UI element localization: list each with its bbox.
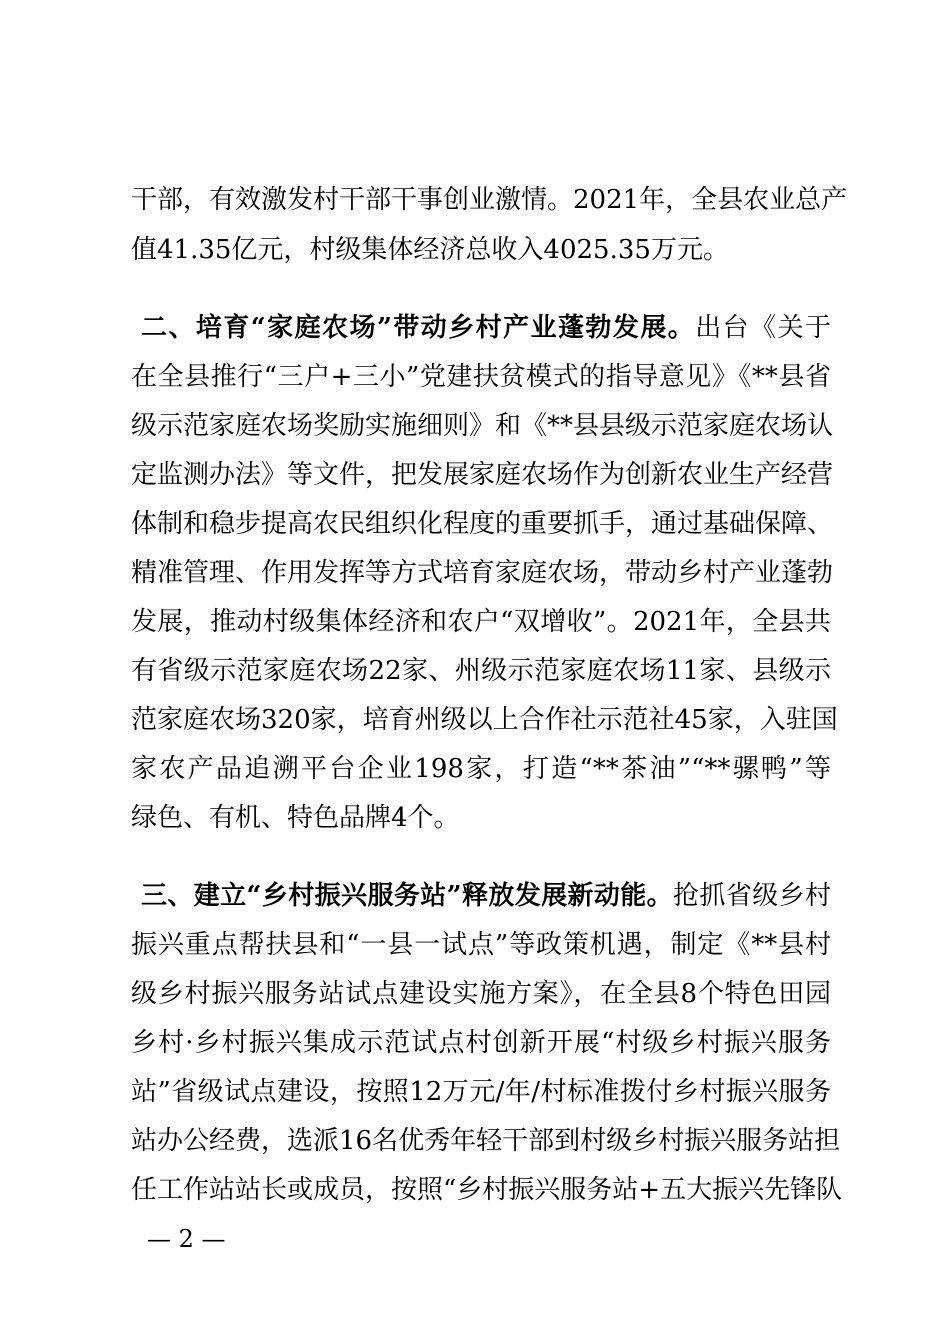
- section-heading-line: [131, 879, 831, 913]
- body-text-line: 振兴重点帮扶县和“一县一试点”等政策机遇，制定《**县村: [131, 930, 831, 960]
- body-text-line: 绿色、有机、特色品牌4个。: [131, 803, 460, 833]
- body-text-line: 精准管理、作用发挥等方式培育家庭农场，带动乡村产业蓬勃: [131, 558, 834, 588]
- section-heading: 二、培育“家庭农场”带动乡村产业蓬勃发展。: [141, 313, 696, 343]
- page-number: — 2 —: [147, 1225, 226, 1253]
- body-text-segment: 抢抓省级乡村: [673, 881, 831, 911]
- body-text-line: 任工作站站长或成员，按照“乡村振兴服务站+五大振兴先锋队: [131, 1175, 843, 1205]
- body-text-line: 有省级示范家庭农场22家、州级示范家庭农场11家、县级示: [131, 656, 831, 686]
- body-text-line: 乡村·乡村振兴集成示范试点村创新开展“村级乡村振兴服务: [131, 1028, 831, 1058]
- body-text-line: 家农产品追溯平台企业198家，打造“**茶油”“**骡鸭”等: [131, 754, 831, 784]
- body-text-line: 发展，推动村级集体经济和农户“双增收”。2021年，全县共: [131, 607, 831, 637]
- section-heading-line: [131, 311, 831, 345]
- body-text-line: 范家庭农场320家，培育州级以上合作社示范社45家，入驻国: [131, 705, 838, 735]
- body-text-line: 值41.35亿元，村级集体经济总收入4025.35万元。: [131, 235, 729, 265]
- body-text-line: 干部，有效激发村干部干事创业激情。2021年，全县农业总产: [131, 185, 848, 215]
- section-heading: 三、建立“乡村振兴服务站”释放发展新动能。: [141, 881, 674, 911]
- body-text-line: 级示范家庭农场奖励实施细则》和《**县县级示范家庭农场认: [131, 411, 834, 441]
- body-text-line: 站办公经费，选派16名优秀年轻干部到村级乡村振兴服务站担: [131, 1126, 841, 1156]
- body-text-segment: 出台《关于: [695, 313, 831, 343]
- body-text-line: 定监测办法》等文件，把发展家庭农场作为创新农业生产经营: [131, 460, 834, 490]
- body-text-line: 在全县推行“三户+三小”党建扶贫模式的指导意见》《**县省: [131, 362, 831, 392]
- body-text-line: 级乡村振兴服务站试点建设实施方案》，在全县8个特色田园: [131, 979, 831, 1009]
- body-text-line: 站”省级试点建设，按照12万元/年/村标准拨付乡村振兴服务: [131, 1077, 831, 1107]
- body-text-line: 体制和稳步提高农民组织化程度的重要抓手，通过基础保障、: [131, 509, 834, 539]
